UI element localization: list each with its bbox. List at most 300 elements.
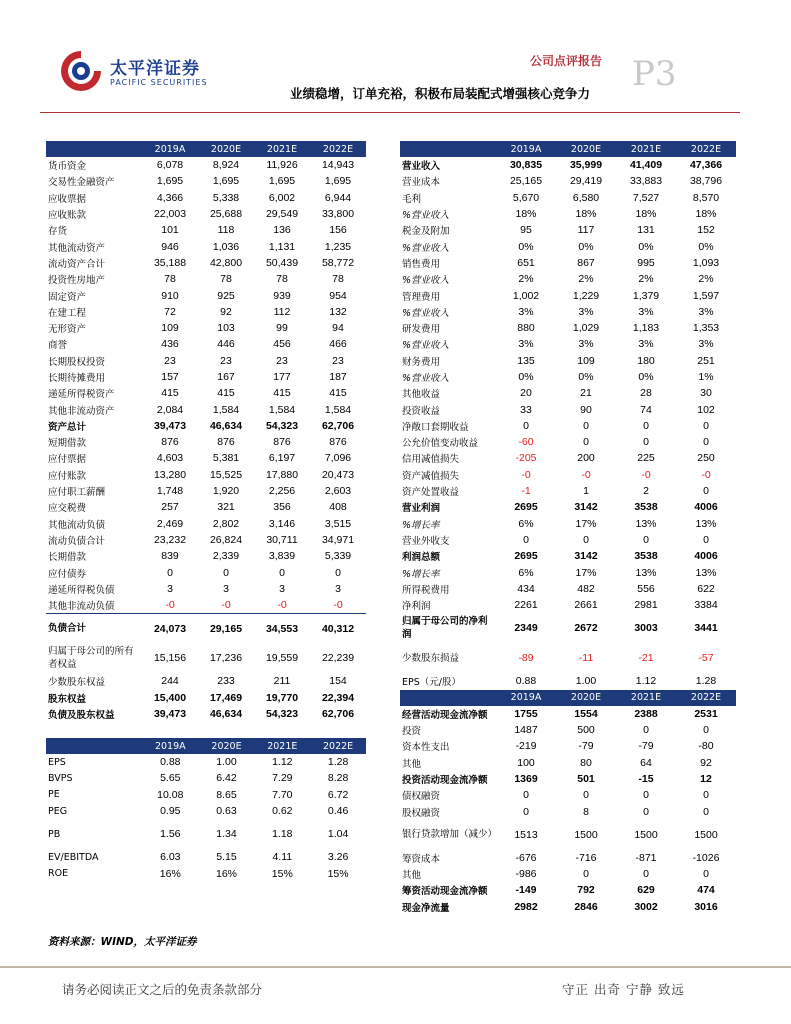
- table-row: [400, 467, 736, 483]
- table-header-row: [46, 738, 366, 754]
- table-row: [400, 548, 736, 564]
- value-cell: 0: [703, 724, 709, 737]
- table-row: [400, 597, 736, 613]
- value-cell: 0: [279, 566, 285, 579]
- value-cell: 910: [161, 289, 179, 302]
- value-cell: 0%: [518, 240, 534, 253]
- row-label: 应收账款: [48, 210, 87, 222]
- value-cell: 651: [517, 256, 535, 269]
- value-cell: 1.28: [327, 756, 349, 769]
- value-cell: 62,706: [321, 708, 355, 721]
- row-label: 筹资成本: [402, 853, 441, 865]
- value-cell: -15: [638, 772, 654, 785]
- table-row: [400, 866, 736, 882]
- value-cell: 0%: [518, 371, 534, 383]
- value-cell: 876: [217, 436, 235, 449]
- value-cell: 11,926: [266, 159, 298, 172]
- value-cell: 939: [273, 289, 291, 302]
- table-row: [400, 190, 736, 206]
- value-cell: 102: [697, 403, 715, 416]
- value-cell: 356: [273, 501, 291, 514]
- value-cell: 41,409: [629, 159, 663, 172]
- value-cell: 39,473: [153, 708, 187, 721]
- value-cell: 0: [583, 868, 589, 881]
- year-header: 2022E: [310, 141, 366, 157]
- value-cell: 152: [697, 224, 715, 237]
- value-cell: 18%: [515, 208, 537, 221]
- value-cell: -149: [515, 884, 537, 897]
- value-cell: 40,312: [321, 622, 355, 635]
- value-cell: 2672: [574, 622, 598, 635]
- value-cell: 1500: [574, 828, 598, 841]
- value-cell: 0: [703, 533, 709, 546]
- value-cell: 95: [520, 224, 532, 237]
- value-cell: 3: [335, 582, 341, 595]
- value-cell: 0: [643, 805, 649, 818]
- year-header: 2021E: [254, 738, 310, 754]
- value-cell: 434: [517, 582, 535, 595]
- value-cell: 8: [583, 805, 589, 818]
- row-label: 税金及附加: [402, 226, 450, 238]
- row-label: %增长率: [402, 519, 440, 531]
- year-header: 2019A: [496, 690, 556, 706]
- value-cell: 6%: [518, 566, 534, 579]
- value-cell: 50,439: [265, 256, 299, 269]
- value-cell: 25,165: [509, 175, 543, 188]
- value-cell: 946: [161, 240, 179, 253]
- value-cell: 0.88: [160, 756, 181, 769]
- value-cell: 1.18: [272, 828, 293, 841]
- value-cell: 19,770: [265, 691, 299, 704]
- row-label: 应付职工薪酬: [48, 487, 106, 499]
- row-label: 所得税费用: [402, 584, 450, 596]
- row-label: 长期股权投资: [48, 356, 106, 368]
- row-label: %营业收入: [402, 307, 450, 319]
- table-row: [400, 336, 736, 352]
- value-cell: 1: [583, 485, 589, 498]
- row-label: 应付账款: [48, 470, 87, 482]
- income-cashflow-table: [400, 141, 736, 915]
- table-row: [46, 597, 366, 613]
- table-subheader-row: [400, 690, 736, 706]
- row-label: 应收票据: [48, 193, 87, 205]
- value-cell: 867: [577, 256, 595, 269]
- table-row: [46, 690, 366, 706]
- table-row: [46, 320, 366, 336]
- row-label: PEG: [48, 805, 68, 817]
- value-cell: -0: [310, 597, 366, 613]
- table-row: [46, 467, 366, 483]
- value-cell: 0: [643, 533, 649, 546]
- table-row: [400, 516, 736, 532]
- value-cell: 1.56: [160, 828, 181, 841]
- value-cell: 6,002: [268, 191, 296, 204]
- value-cell: 3: [279, 582, 285, 595]
- table-row: [400, 418, 736, 434]
- row-label: 归属于母公司的所有者权益: [48, 646, 134, 671]
- row-label: 投资收益: [402, 405, 441, 417]
- value-cell: 3538: [634, 501, 658, 514]
- year-header: 2022E: [676, 690, 736, 706]
- value-cell: 1,584: [324, 403, 352, 416]
- value-cell: 3384: [694, 599, 718, 612]
- table-row: [400, 820, 736, 850]
- value-cell: 200: [577, 452, 595, 465]
- value-cell: 1,695: [324, 175, 352, 188]
- value-cell: 17%: [575, 566, 597, 579]
- value-cell: 1,353: [692, 322, 720, 335]
- table-row: [400, 581, 736, 597]
- row-label: 长期借款: [48, 552, 87, 564]
- value-cell: 33,883: [629, 175, 663, 188]
- value-cell: 78: [332, 273, 344, 286]
- table-row: [46, 819, 366, 849]
- value-cell: 4.11: [272, 851, 293, 864]
- table-row: [400, 434, 736, 450]
- row-label: 其他收益: [402, 389, 441, 401]
- value-cell: 35,188: [153, 256, 187, 269]
- value-cell: 0: [523, 533, 529, 546]
- value-cell: 3002: [634, 900, 658, 913]
- value-cell: -11: [578, 652, 594, 665]
- value-cell: 3%: [638, 305, 654, 318]
- value-cell: 1,131: [268, 240, 296, 253]
- value-cell: 72: [164, 305, 176, 318]
- value-cell: 30,711: [266, 533, 298, 546]
- value-cell: 0: [643, 419, 649, 432]
- value-cell: 0: [583, 436, 589, 449]
- value-cell: 8,570: [692, 191, 720, 204]
- row-label: 负债及股东权益: [48, 710, 115, 722]
- value-cell: 6,078: [156, 159, 184, 172]
- value-cell: 13,280: [153, 468, 187, 481]
- value-cell: 250: [697, 452, 715, 465]
- row-label: %营业收入: [402, 373, 450, 384]
- row-label: 经营活动现金流净额: [402, 709, 488, 721]
- value-cell: 78: [276, 273, 288, 286]
- table-row: [400, 238, 736, 254]
- value-cell: 1.00: [216, 756, 237, 769]
- value-cell: 0%: [638, 240, 654, 253]
- value-cell: 29,165: [209, 622, 243, 635]
- value-cell: 244: [161, 675, 179, 688]
- value-cell: 6,580: [572, 191, 600, 204]
- table-row: [46, 450, 366, 466]
- value-cell: 954: [329, 289, 347, 302]
- value-cell: 5,338: [212, 191, 240, 204]
- data-source-note: 资料来源：WIND，太平洋证券: [48, 936, 197, 948]
- value-cell: 1,695: [268, 175, 296, 188]
- value-cell: 2695: [514, 501, 538, 514]
- value-cell: 0: [523, 805, 529, 818]
- value-cell: 38,796: [689, 175, 723, 188]
- value-cell: 6.03: [160, 851, 181, 864]
- value-cell: 1554: [574, 707, 598, 720]
- value-cell: 474: [697, 884, 715, 897]
- value-cell: 109: [577, 354, 595, 367]
- table-row: [46, 369, 366, 385]
- year-header: 2019A: [142, 141, 198, 157]
- value-cell: 154: [329, 675, 347, 688]
- value-cell: 6,197: [268, 452, 296, 465]
- table-row: [400, 899, 736, 915]
- report-headline: 业绩稳增，订单充裕，积极布局装配式增强核心竞争力: [290, 86, 591, 101]
- value-cell: 19,559: [265, 652, 299, 665]
- value-cell: 17%: [575, 517, 597, 530]
- value-cell: 2981: [634, 599, 658, 612]
- value-cell: 1,235: [324, 240, 352, 253]
- value-cell: 23: [332, 354, 344, 367]
- value-cell: 3: [223, 582, 229, 595]
- table-row: [400, 564, 736, 580]
- value-cell: 2,339: [212, 550, 240, 563]
- table-row: [46, 304, 366, 320]
- financial-ratios-table: [46, 738, 366, 882]
- table-row: [400, 206, 736, 222]
- value-cell: 74: [640, 403, 652, 416]
- value-cell: 17,880: [265, 468, 299, 481]
- row-label: %营业收入: [402, 340, 450, 352]
- value-cell: 23: [220, 354, 232, 367]
- value-cell: 0: [167, 566, 173, 579]
- value-cell: 556: [637, 582, 655, 595]
- value-cell: 6,944: [324, 191, 352, 204]
- value-cell: -0: [581, 468, 591, 481]
- value-cell: 21: [580, 387, 592, 400]
- value-cell: 1,183: [632, 322, 660, 335]
- table-row: [46, 787, 366, 803]
- row-label: PB: [48, 828, 61, 840]
- value-cell: 6.42: [216, 772, 237, 785]
- value-cell: -60: [518, 436, 534, 449]
- value-cell: 90: [580, 403, 592, 416]
- table-row: [46, 401, 366, 417]
- year-header: 2021E: [616, 690, 676, 706]
- value-cell: 103: [217, 322, 235, 335]
- table-row: [400, 222, 736, 238]
- value-cell: 225: [637, 452, 655, 465]
- table-row: [400, 643, 736, 673]
- value-cell: 1,748: [156, 485, 184, 498]
- row-label: 研发费用: [402, 324, 441, 336]
- value-cell: 4006: [694, 501, 718, 514]
- table-row: [46, 271, 366, 287]
- value-cell: 3: [167, 582, 173, 595]
- value-cell: 0%: [638, 371, 654, 383]
- value-cell: 8.28: [327, 772, 349, 785]
- value-cell: 1,597: [692, 289, 720, 302]
- table-row: [400, 673, 736, 689]
- value-cell: 92: [700, 756, 712, 769]
- value-cell: 167: [217, 371, 235, 383]
- value-cell: 1%: [698, 371, 714, 383]
- value-cell: 13%: [635, 566, 657, 579]
- table-row: [46, 238, 366, 254]
- table-row: [46, 499, 366, 515]
- row-label: 归属于母公司的净利润: [402, 616, 488, 641]
- value-cell: -21: [638, 652, 654, 665]
- value-cell: -89: [518, 652, 534, 665]
- value-cell: 15,400: [153, 691, 187, 704]
- value-cell: 16%: [215, 867, 237, 880]
- value-cell: 1.34: [216, 828, 237, 841]
- value-cell: -676: [515, 851, 537, 864]
- value-cell: 0: [583, 533, 589, 546]
- row-label: 营业利润: [402, 503, 441, 515]
- table-row: [400, 173, 736, 189]
- row-label: 财务费用: [402, 356, 441, 368]
- value-cell: 3,839: [268, 550, 296, 563]
- row-label: 利润总额: [402, 552, 441, 564]
- row-label: 银行贷款增加（减少）: [402, 829, 498, 841]
- value-cell: 23: [276, 354, 288, 367]
- value-cell: 18%: [575, 208, 597, 221]
- value-cell: 78: [164, 273, 176, 286]
- value-cell: 1369: [514, 772, 538, 785]
- year-header: 2020E: [198, 141, 254, 157]
- table-row: [46, 803, 366, 819]
- table-row: [46, 418, 366, 434]
- table-row: [46, 516, 366, 532]
- footer-motto: 守正 出奇 宁静 致远: [562, 982, 685, 997]
- value-cell: 2846: [574, 900, 598, 913]
- table-row: [46, 222, 366, 238]
- value-cell: 0: [523, 419, 529, 432]
- value-cell: 415: [273, 387, 291, 400]
- table-row: [400, 787, 736, 803]
- value-cell: 7.70: [272, 788, 293, 801]
- value-cell: 136: [273, 224, 291, 237]
- header-corner-cell: [46, 141, 142, 157]
- table-row: [400, 450, 736, 466]
- value-cell: 2,256: [268, 485, 296, 498]
- row-label: 营业收入: [402, 161, 441, 173]
- value-cell: 24,073: [153, 622, 187, 635]
- table-row: [400, 157, 736, 173]
- value-cell: 15,156: [153, 652, 187, 665]
- value-cell: 13%: [695, 566, 717, 579]
- row-label: 少数股东权益: [48, 677, 106, 689]
- row-label: 资本性支出: [402, 742, 450, 754]
- value-cell: 135: [517, 354, 535, 367]
- row-label: 筹资活动现金流净额: [402, 886, 488, 898]
- value-cell: 3%: [698, 305, 714, 318]
- table-row: [400, 803, 736, 819]
- value-cell: 2%: [698, 273, 714, 286]
- value-cell: 1.28: [695, 675, 717, 688]
- table-row: [400, 738, 736, 754]
- value-cell: 17,469: [209, 691, 243, 704]
- value-cell: 0: [223, 566, 229, 579]
- value-cell: 0%: [578, 371, 594, 383]
- value-cell: 0%: [698, 240, 714, 253]
- value-cell: 3003: [634, 622, 658, 635]
- year-header: 2021E: [254, 141, 310, 157]
- row-label: EV/EBITDA: [48, 851, 99, 863]
- value-cell: 5,381: [212, 452, 240, 465]
- row-label: 管理费用: [402, 291, 441, 303]
- year-header: 2022E: [310, 738, 366, 754]
- row-label: 投资性房地产: [48, 275, 106, 287]
- page-number: P3: [632, 54, 677, 94]
- value-cell: 3538: [634, 550, 658, 563]
- row-label: 交易性金融资产: [48, 177, 115, 189]
- value-cell: 3%: [698, 338, 714, 351]
- table-row: [46, 770, 366, 786]
- row-label: %营业收入: [402, 210, 450, 222]
- value-cell: 17,236: [209, 652, 243, 665]
- row-label: 应付债券: [48, 568, 87, 580]
- table-row: [46, 255, 366, 271]
- value-cell: -1: [521, 485, 531, 498]
- value-cell: 0%: [578, 240, 594, 253]
- row-label: EPS（元/股）: [402, 677, 461, 689]
- row-label: 资产减值损失: [402, 470, 460, 482]
- value-cell: 415: [217, 387, 235, 400]
- value-cell: 20: [520, 387, 532, 400]
- value-cell: 0: [703, 436, 709, 449]
- value-cell: 2: [643, 485, 649, 498]
- table-row: [46, 849, 366, 865]
- value-cell: -57: [698, 652, 714, 665]
- year-header: 2019A: [496, 141, 556, 157]
- row-label: 存货: [48, 226, 68, 238]
- value-cell: 0: [643, 789, 649, 802]
- company-name-en: PACIFIC SECURITIES: [110, 78, 208, 87]
- value-cell: 4006: [694, 550, 718, 563]
- value-cell: 10.08: [157, 788, 184, 801]
- value-cell: 46,634: [209, 708, 243, 721]
- value-cell: 1513: [514, 828, 538, 841]
- row-label: 信用减值损失: [402, 454, 460, 466]
- row-label: 资产处置收益: [402, 487, 460, 499]
- value-cell: 187: [329, 371, 347, 383]
- value-cell: 22,003: [153, 208, 187, 221]
- value-cell: 0: [703, 789, 709, 802]
- balance-sheet-table: [46, 141, 366, 722]
- value-cell: 35,999: [569, 159, 603, 172]
- year-header: 2019A: [142, 738, 199, 754]
- value-cell: 622: [697, 582, 715, 595]
- row-label: 商誉: [48, 340, 68, 352]
- value-cell: 25,688: [209, 208, 243, 221]
- value-cell: 30,835: [509, 159, 543, 172]
- value-cell: 3142: [574, 550, 598, 563]
- value-cell: -1026: [692, 851, 720, 864]
- value-cell: 839: [161, 550, 179, 563]
- value-cell: 1,695: [212, 175, 240, 188]
- value-cell: 54,323: [265, 708, 299, 721]
- value-cell: 8,924: [212, 159, 240, 172]
- value-cell: -0: [198, 597, 254, 613]
- value-cell: 100: [517, 756, 535, 769]
- value-cell: 5,339: [324, 550, 352, 563]
- value-cell: 94: [332, 322, 344, 335]
- value-cell: 2531: [694, 707, 718, 720]
- value-cell: 47,366: [689, 159, 723, 172]
- row-label: 毛利: [402, 193, 422, 205]
- value-cell: 1.00: [575, 675, 597, 688]
- value-cell: 101: [161, 224, 179, 237]
- value-cell: -0: [142, 597, 198, 613]
- value-cell: 3%: [518, 305, 534, 318]
- value-cell: 2%: [638, 273, 654, 286]
- value-cell: 1,584: [212, 403, 240, 416]
- value-cell: 501: [577, 772, 595, 785]
- value-cell: 0.46: [327, 805, 349, 818]
- table-row: [46, 483, 366, 499]
- value-cell: 2982: [514, 900, 538, 913]
